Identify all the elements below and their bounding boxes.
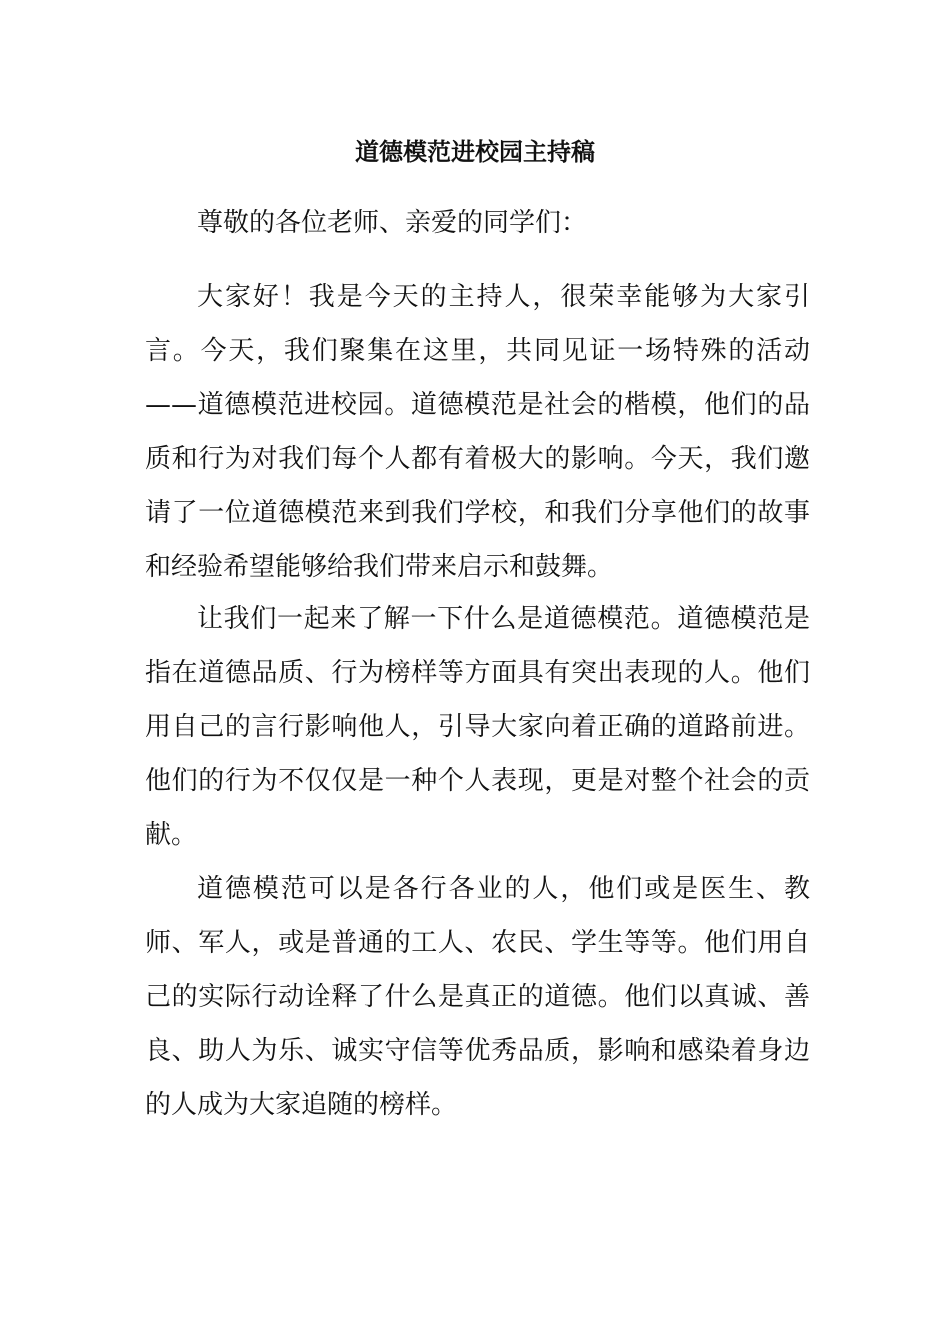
- salutation: 尊敬的各位老师、亲爱的同学们：: [197, 208, 588, 238]
- paragraph-definition: 让我们一起来了解一下什么是道德模范。道德模范是指在道德品质、行为榜样等方面具有突出表现的人。他们用自己的言行影响他人，引导大家向着正确的道路前进。他们的行为不仅仅是一种个人表现，更是对整个社会的贡献。: [145, 604, 810, 850]
- document-title: 道德模范进校园主持稿: [355, 138, 595, 166]
- paragraph-intro: 大家好！我是今天的主持人，很荣幸能够为大家引言。今天，我们聚集在这里，共同见证一场特殊的活动——道德模范进校园。道德模范是社会的楷模，他们的品质和行为对我们每个人都有着极大的影响。今天，我们邀请了一位道德模范来到我们学校，和我们分享他们的故事和经验希望能够给我们带来启示和鼓舞。: [145, 282, 810, 582]
- paragraph-examples: 道德模范可以是各行各业的人，他们或是医生、教师、军人，或是普通的工人、农民、学生等等。他们用自己的实际行动诠释了什么是真正的道德。他们以真诚、善良、助人为乐、诚实守信等优秀品质，影响和感染着身边的人成为大家追随的榜样。: [145, 874, 810, 1120]
